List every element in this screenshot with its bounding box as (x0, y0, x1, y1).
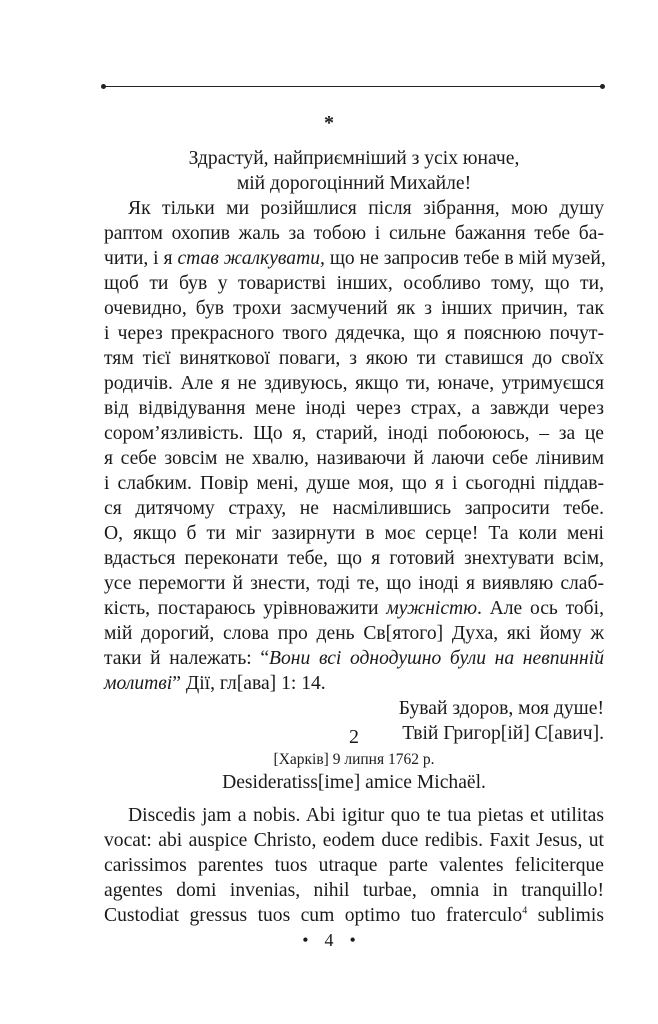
body-line: усе перемогти й знести, тоді те, що іноді я виявляю слаб- (104, 573, 604, 594)
body-line: мій дорогий, слова про день Св[ятого] Духа, які йому ж (104, 623, 604, 644)
latin-body (104, 803, 604, 928)
body-line: carissimos parentes tuos utraque parte valentes feliciterque (104, 855, 604, 876)
body-line: сором’язливість. Що я, старий, іноді побоююсь, – за це (104, 423, 604, 444)
body-line: і через прекрасного твого дядечка, що я пояснюю почут- (104, 323, 604, 344)
body-line: Custodiat gressus tuos cum optimo tuo fraterculo$^4$ sublimis (104, 905, 604, 926)
italic-quote: молитві (104, 673, 173, 694)
salutation: Desideratiss[ime] amice Michaël. (222, 772, 486, 793)
body-line: agentes domi invenias, nihil turbae, omnia in tranquillo! (104, 880, 604, 901)
body-line: таки й належать: “Вони всі однодушно були на невпинній (104, 648, 604, 669)
body-line: вдасться переконати тебе, що я готовий знехтувати всім, (104, 548, 604, 569)
body-line: щоб ти був у товаристві інших, особливо тому, що ти, (104, 273, 604, 294)
body-line: молитві” Дії, гл[ава] 1: 14. (104, 673, 326, 694)
body-line: і слабким. Повір мені, душе моя, що я і сьогодні піддав- (104, 473, 604, 494)
footnote-ref: 4 (522, 905, 528, 917)
body-line: чити, і я став жалкувати, що не запросив тебе в мій музей, (104, 248, 606, 269)
footer-bullet: • (302, 930, 309, 950)
body-line: раптом охопив жаль за тобою і сильне бажання тебе ба- (104, 223, 604, 244)
page-number: 4 (324, 930, 334, 950)
italic-phrase: мужністю (386, 598, 478, 619)
page-footer (0, 930, 658, 951)
closing-line: Твій Григор[ій] С[авич]. (402, 723, 604, 744)
body-line: родичів. Але я не здивуюсь, якщо ти, юначе, утримуєшся (104, 373, 604, 394)
rule-dot-right (600, 84, 605, 89)
top-rule (104, 86, 602, 87)
body-line: я себе зовсім не хвалю, називаючи й лаючи себе лінивим (104, 448, 604, 469)
greeting-line: Здрастуй, найприємніший з усіх юначе, (188, 148, 520, 169)
letter-2 (104, 724, 604, 928)
section-star: * (324, 112, 334, 134)
body-line: кість, постараюсь урівноважити мужністю. Але ось тобі, (104, 598, 604, 619)
body-line: тям тієї виняткової поваги, з якою ти ставишся до своїх (104, 348, 604, 369)
greeting-line: мій дорогоцінний Михайле! (236, 173, 472, 194)
body-line: ся дитячому страху, не насмілившись запросити тебе. (104, 498, 604, 519)
body-line: очевидно, був трохи засмучений як з інших причин, так (104, 298, 604, 319)
letter-number: 2 (349, 726, 359, 748)
italic-quote: Вони всі однодушно були на невпинній (269, 648, 604, 669)
body-line: vocat: abi auspice Christo, eodem duce redibis. Faxit Jesus, ut (104, 830, 604, 851)
dateline: [Харків] 9 липня 1762 р. (273, 751, 435, 768)
italic-phrase: став жалкувати, (177, 248, 325, 269)
letter-1 (104, 146, 604, 746)
body-line: Discedis jam a nobis. Abi igitur quo te tua pietas et utilitas (128, 805, 604, 826)
footer-bullet: • (349, 930, 356, 950)
body-line: від відвідування мене іноді через страх, а завжди через (104, 398, 604, 419)
rule-dot-left (101, 84, 106, 89)
body-line: Як тільки ми розійшлися після зібрання, мою душу (128, 198, 604, 219)
closing-line: Бувай здоров, моя душе! (398, 698, 604, 719)
body-line: О, якщо б ти міг зазирнути в моє серце! Та коли мені (104, 523, 604, 544)
